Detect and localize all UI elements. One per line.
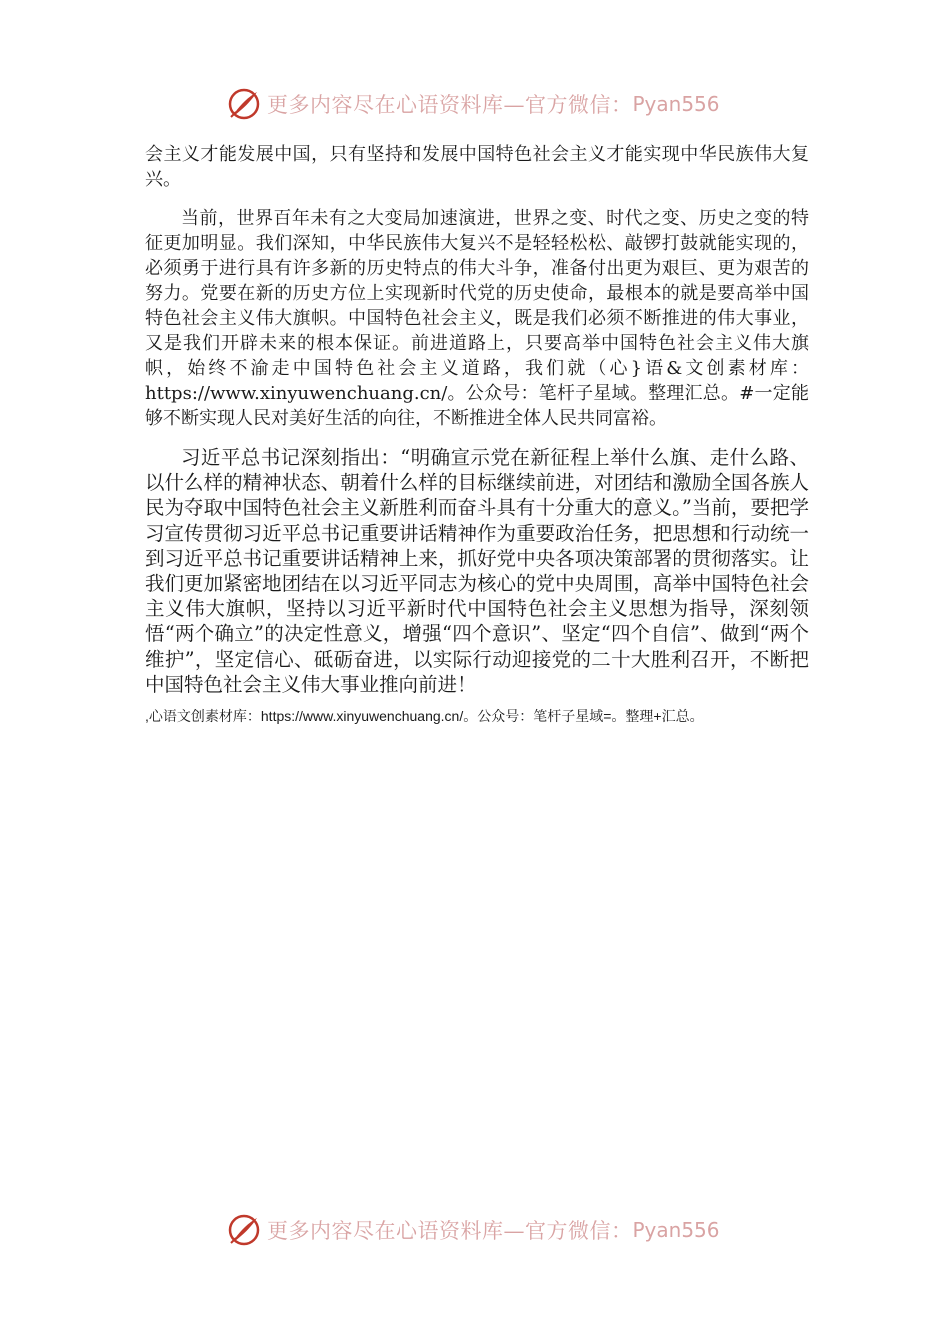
banner-wechat-id: Pyan556 [632, 92, 720, 116]
header-banner [227, 84, 747, 124]
paragraph-1: 会主义才能发展中国，只有坚持和发展中国特色社会主义才能实现中华民族伟大复兴。 [145, 144, 809, 190]
banner-text: 更多内容尽在心语资料库—官方微信： [267, 1219, 633, 1243]
document-body [145, 142, 809, 727]
banner-wechat-id: Pyan556 [632, 1218, 720, 1242]
paragraph-2: 当前，世界百年未有之大变局加速演进，世界之变、时代之变、历史之变的特征更加明显。我们深知，中华民族伟大复兴不是轻轻松松、敲锣打鼓就能实现的，必须勇于进行具有许多新的历史特点的伟大斗争，准备付出更为艰巨、更为艰苦的努力。党要在新的历史方位上实现新时代党的历史使命，最根本的就是要高举中国特色社会主义伟大旗帜。中国特色社会主义，既是我们必须不断推进的伟大事业，又是我们开辟未来的根本保证。前进道路上，只要高举中国特色社会主义伟大旗帜，始终不渝走中国特色社会主义道路，我们就（心}语&文创素材库：https://www.xinyuwenchuang.cn/。公众号：笔杆子星域。整理汇总。#一定能够不断实现人民对美好生活的向往，不断推进全体人民共同富裕。 [145, 208, 809, 429]
quill-pen-logo-icon [227, 87, 261, 121]
footer-banner [227, 1210, 747, 1250]
source-note: ,心语文创素材库：https://www.xinyuwenchuang.cn/。公众号：笔杆子星域=。整理+汇总。 [145, 708, 704, 725]
banner-text: 更多内容尽在心语资料库—官方微信： [267, 93, 633, 117]
quill-pen-logo-icon [227, 1213, 261, 1247]
paragraph-3: 习近平总书记深刻指出：“明确宣示党在新征程上举什么旗、走什么路、以什么样的精神状态、朝着什么样的目标继续前进，对团结和激励全国各族人民为夺取中国特色社会主义新胜利而奋斗具有十分重大的意义。”当前，要把学习宣传贯彻习近平总书记重要讲话精神作为重要政治任务，把思想和行动统一到习近平总书记重要讲话精神上来，抓好党中央各项决策部署的贯彻落实。让我们更加紧密地团结在以习近平同志为核心的党中央周围，高举中国特色社会主义伟大旗帜，坚持以习近平新时代中国特色社会主义思想为指导，深刻领悟“两个确立”的决定性意义，增强“四个意识”、坚定“四个自信”、做到“两个维护”，坚定信心、砥砺奋进，以实际行动迎接党的二十大胜利召开，不断把中国特色社会主义伟大事业推向前进！ [145, 446, 809, 696]
